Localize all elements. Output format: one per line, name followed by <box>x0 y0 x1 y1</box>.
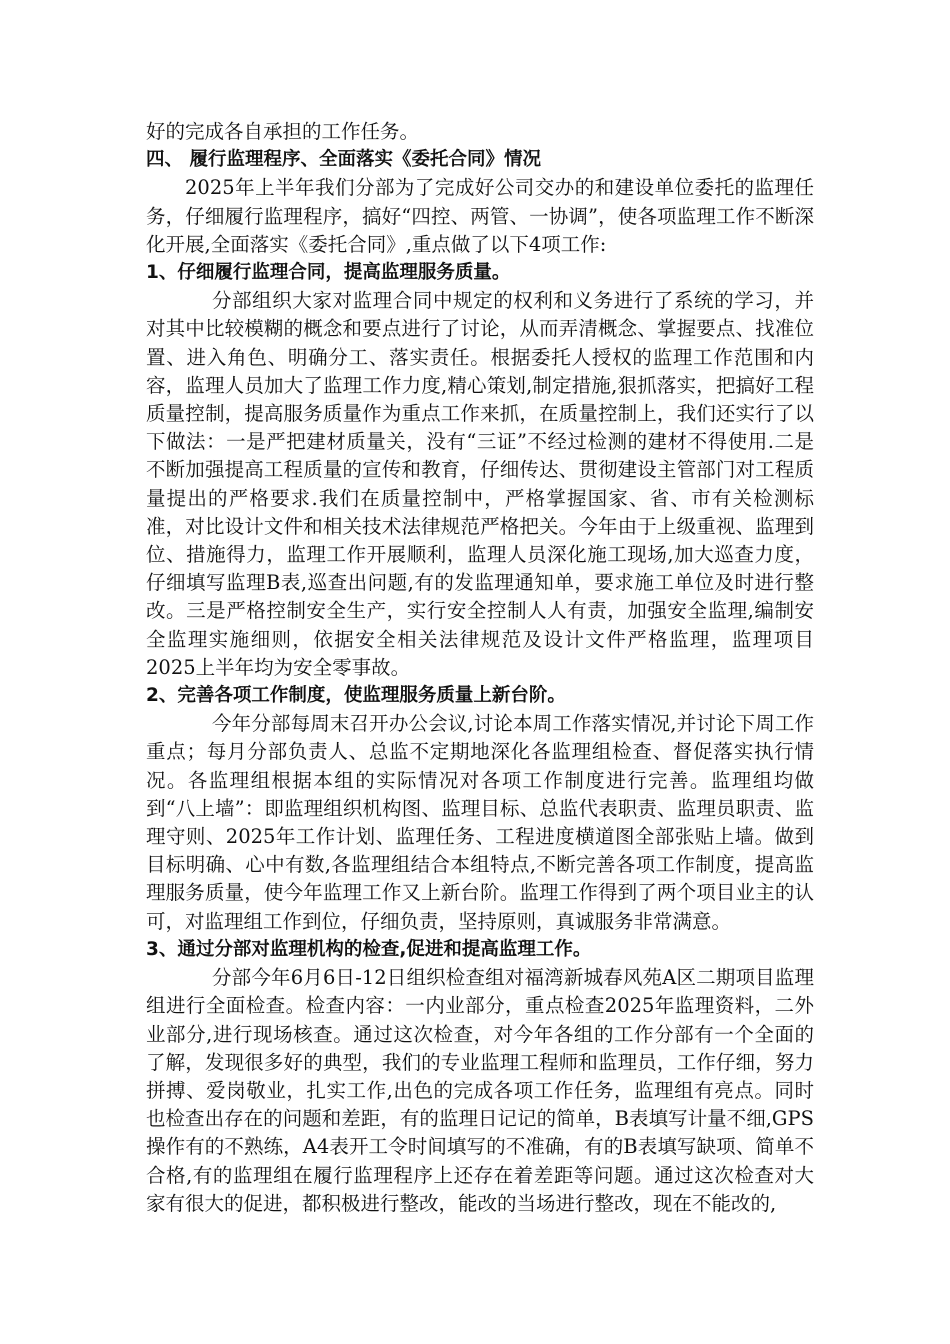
item-1-heading: 1、仔细履行监理合同，提高监理服务质量。 <box>146 262 511 284</box>
section-4-heading: 四、 履行监理程序、全面落实《委托合同》情况 <box>146 149 541 171</box>
item-3-body: 分部今年6月6日-12日组织检查组对福湾新城春风苑A区二期项目监理组进行全面检查。检查内容：一内业部分，重点检查2025年监理资料，二外业部分,进行现场核查。通过这次检查，对今年各组的工作分部有一个全面的了解，发现很多好的典型，我们的专业监理工程师和监理员，工作仔细，努力拼搏、爱岗敬业，扎实工作,出色的完成各项工作任务，监理组有亮点。同时也检查出存在的问题和差距，有的监理日记记的简单，B表填写计量不细,GPS操作有的不熟练，A4表开工令时间填写的不准确，有的B表填写缺项、简单不合格,有的监理组在履行监理程序上还存在着差距等问题。通过这次检查对大家有很大的促进，都积极进行整改，能改的当场进行整改，现在不能改的, <box>146 966 814 1215</box>
item-2-heading: 2、完善各项工作制度，使监理服务质量上新台阶。 <box>146 685 566 707</box>
item-1-body: 分部组织大家对监理合同中规定的权利和义务进行了系统的学习，并对其中比较模糊的概念和要点进行了讨论，从而弄清概念、掌握要点、找准位置、进入角色、明确分工、落实责任。根据委托人授权的监理工作范围和内容，监理人员加大了监理工作力度,精心策划,制定措施,狠抓落实，把搞好工程质量控制，提高服务质量作为重点工作来抓，在质量控制上，我们还实行了以下做法：一是严把建材质量关，没有“三证”不经过检测的建材不得使用.二是不断加强提高工程质量的宣传和教育，仔细传达、贯彻建设主管部门对工程质量提出的严格要求.我们在质量控制中，严格掌握国家、省、市有关检测标准，对比设计文件和相关技术法律规范严格把关。今年由于上级重视、监理到位、措施得力，监理工作开展顺利，监理人员深化施工现场,加大巡查力度，仔细填写监理B表,巡查出问题,有的发监理通知单，要求施工单位及时进行整改。三是严格控制安全生产，实行安全控制人人有责，加强安全监理,编制安全监理实施细则，依据安全相关法律规范及设计文件严格监理，监理项目2025上半年均为安全零事故。 <box>146 289 814 679</box>
item-3-heading: 3、通过分部对监理机构的检查,促进和提高监理工作。 <box>146 938 592 960</box>
continuation-text: 好的完成各自承担的工作任务。 <box>146 120 420 143</box>
document-page <box>146 118 814 1218</box>
item-2-body: 今年分部每周末召开办公会议,讨论本周工作落实情况,并讨论下周工作重点；每月分部负责人、总监不定期地深化各监理组检查、督促落实执行情况。各监理组根据本组的实际情况对各项工作制度进行完善。监理组均做到“八上墙”：即监理组织机构图、监理目标、总监代表职责、监理员职责、监理守则、2025年工作计划、监理任务、工程进度横道图全部张贴上墙。做到目标明确、心中有数,各监理组结合本组特点,不断完善各项工作制度，提高监理服务质量，使今年监理工作又上新台阶。监理工作得到了两个项目业主的认可，对监理组工作到位，仔细负责，坚持原则，真诚服务非常满意。 <box>146 712 814 933</box>
section-4-intro: 2025年上半年我们分部为了完成好公司交办的和建设单位委托的监理任务，仔细履行监理程序，搞好“四控、两管、一协调”，使各项监理工作不断深化开展,全面落实《委托合同》,重点做了以下4项工作: <box>146 176 814 256</box>
